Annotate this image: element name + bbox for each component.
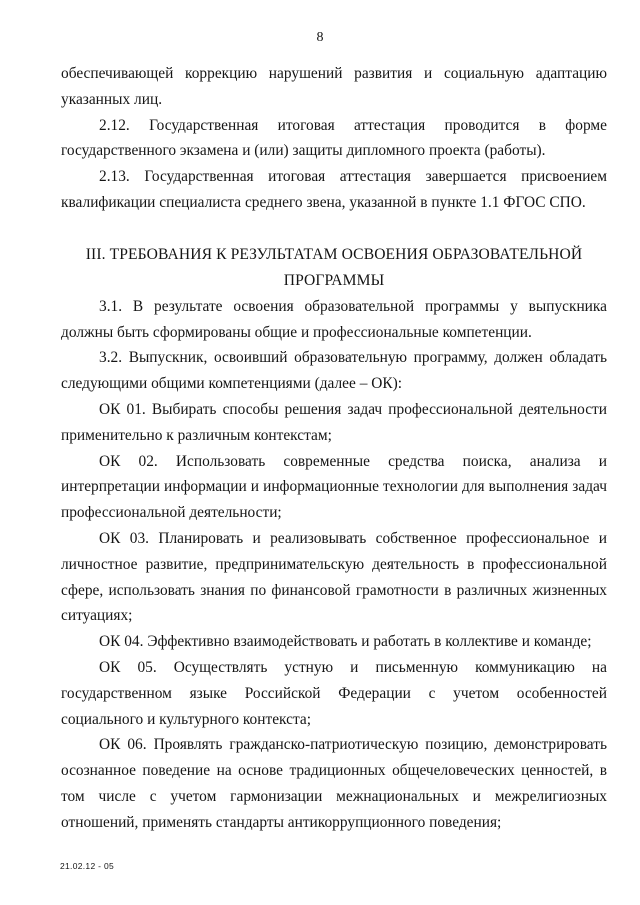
paragraph-2-13: 2.13. Государственная итоговая аттестация завершается присвоением квалификации специалиста среднего звена, указанной в пункте 1.1 ФГОС СПО. bbox=[61, 168, 607, 211]
paragraph-continuation: обеспечивающей коррекцию нарушений развития и социальную адаптацию указанных лиц. bbox=[61, 65, 607, 108]
section-spacer bbox=[61, 216, 607, 242]
competency-ok-01: ОК 01. Выбирать способы решения задач профессиональной деятельности применительно к различным контекстам; bbox=[61, 400, 607, 444]
section-heading-line-2: ПРОГРАММЫ bbox=[283, 271, 385, 289]
paragraph-3-1: 3.1. В результате освоения образовательной программы у выпускника должны быть сформированы общие и профессиональные компетенции. bbox=[61, 297, 607, 341]
competency-ok-06: ОК 06. Проявлять гражданско-патриотическую позицию, демонстрировать осознанное поведение на основе традиционных общечеловеческих ценностей, в том числе с учетом гармонизации межнациональных и межрелигиозных отношений, применять стандарты антикоррупционного поведения; bbox=[61, 736, 607, 831]
paragraph-2-12: 2.12. Государственная итоговая аттестация проводится в форме государственного экзамена и (или) защиты дипломного проекта (работы). bbox=[61, 116, 607, 160]
footer-document-code: 21.02.12 - 05 bbox=[60, 861, 114, 871]
paragraph-3-2: 3.2. Выпускник, освоивший образовательную программу, должен обладать следующими общими компетенциями (далее – ОК): bbox=[61, 349, 607, 393]
page-number: 8 bbox=[316, 30, 324, 45]
competency-ok-04: ОК 04. Эффективно взаимодействовать и работать в коллективе и команде; bbox=[99, 633, 592, 651]
document-body bbox=[61, 61, 607, 836]
competency-ok-05: ОК 05. Осуществлять устную и письменную коммуникацию на государственном языке Российской Федерации с учетом особенностей социального и культурного контекста; bbox=[61, 658, 607, 728]
section-heading-line-1: III. ТРЕБОВАНИЯ К РЕЗУЛЬТАТАМ ОСВОЕНИЯ ОБРАЗОВАТЕЛЬНОЙ bbox=[85, 245, 583, 263]
competency-ok-03: ОК 03. Планировать и реализовывать собственное профессиональное и личностное развитие, предпринимательскую деятельность в профессиональной сфере, использовать знания по финансовой грамотности в различных жизненных ситуациях; bbox=[61, 529, 607, 625]
section-heading bbox=[61, 242, 607, 294]
competency-ok-02: ОК 02. Использовать современные средства поиска, анализа и интерпретации информации и информационные технологии для выполнения задач профессиональной деятельности; bbox=[61, 452, 607, 522]
